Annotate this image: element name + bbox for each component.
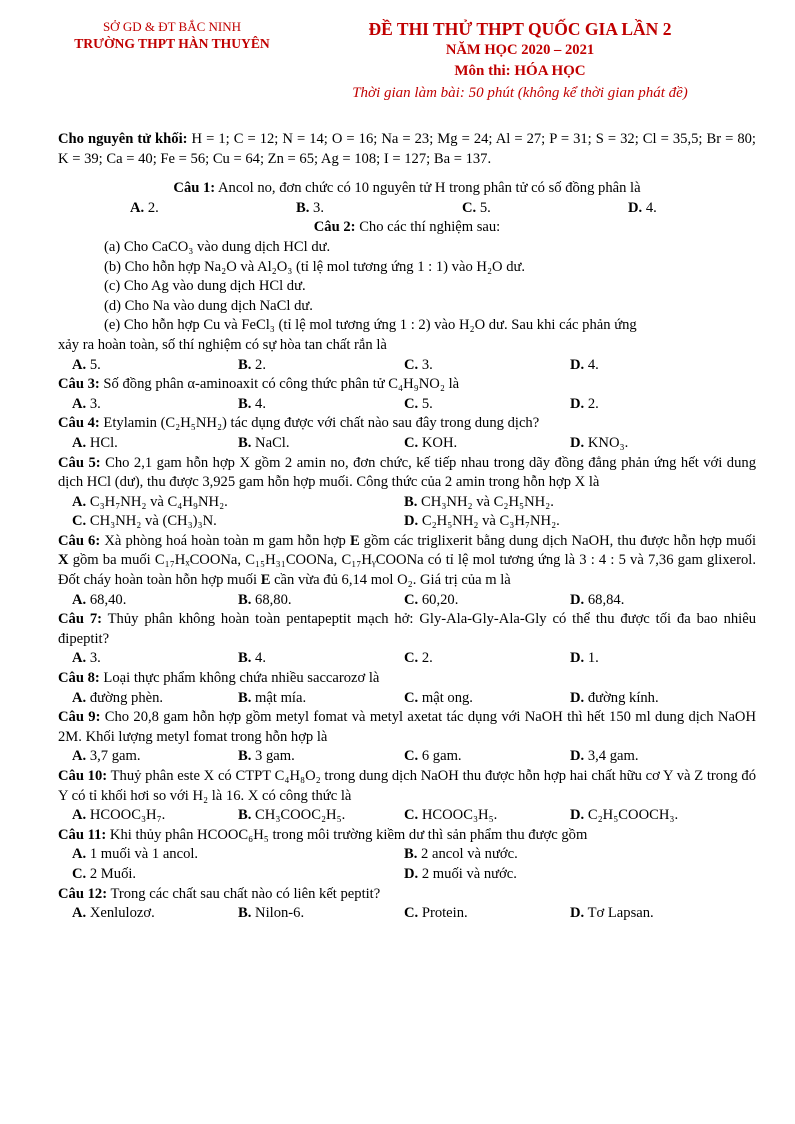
exam-content bbox=[58, 130, 756, 924]
option: C. 60,20. bbox=[404, 591, 459, 608]
option: B. 2. bbox=[238, 356, 266, 373]
option: B. CH₃NH₂ và C₂H₅NH₂. bbox=[404, 493, 554, 510]
option: B. 4. bbox=[238, 395, 266, 412]
experiment-e: (e) Cho hỗn hợp Cu và FeCl₃ (tỉ lệ mol tương ứng 1 : 2) vào H₂O dư. Sau khi các phản ứng bbox=[104, 317, 637, 334]
option: B. mật mía. bbox=[238, 689, 307, 706]
question-1-options bbox=[58, 199, 756, 219]
question-8-options bbox=[58, 689, 756, 709]
option: A. đường phèn. bbox=[72, 689, 164, 706]
option: B. Nilon-6. bbox=[238, 905, 305, 922]
option: C. 6 gam. bbox=[404, 748, 462, 765]
option: D. 1. bbox=[570, 650, 599, 667]
question-6: Câu 6: Xà phòng hoá hoàn toàn m gam hỗn hợp E gồm các triglixerit bằng dung dịch NaOH, thu được hỗn hợp muối X gồm ba muối C₁₇HₓCOONa, C₁₅H₃₁COONa, C₁₇HᵧCOONa có tỉ lệ mol tương ứng là 3 : 4 : 5 và 7,36 gam glixerol. Đốt cháy hoàn toàn hỗn hợp muối E cần vừa đủ 6,14 mol O₂. Giá trị của m là bbox=[58, 532, 757, 589]
experiment-e-cont: xảy ra hoàn toàn, số thí nghiệm có sự hòa tan chất rắn là bbox=[58, 336, 387, 353]
option: C. 5. bbox=[404, 395, 433, 412]
option: A. 3. bbox=[72, 395, 101, 412]
subject: Môn thi: HÓA HỌC bbox=[454, 63, 586, 79]
option: D. 68,84. bbox=[570, 591, 625, 608]
option: C. 2 Muối. bbox=[72, 865, 137, 882]
experiment-a: (a) Cho CaCO₃ vào dung dịch HCl dư. bbox=[104, 238, 331, 255]
option: A. 68,40. bbox=[72, 591, 127, 608]
option: C. 5. bbox=[462, 199, 491, 216]
option: A. 3. bbox=[72, 650, 101, 667]
question-7: Câu 7: Thủy phân không hoàn toàn pentapeptit mạch hở: Gly-Ala-Gly-Ala-Gly có thể thu được tối đa bao nhiêu đipeptit? bbox=[58, 611, 756, 647]
atomic-label: Cho nguyên tử khối: bbox=[58, 131, 188, 147]
question-3: Câu 3: Số đồng phân α-aminoaxit có công thức phân tử C₄H₉NO₂ là bbox=[58, 376, 460, 393]
question-4: Câu 4: Etylamin (C₂H₅NH₂) tác dụng được với chất nào sau đây trong dung dịch? bbox=[58, 415, 540, 432]
option: B. 2 ancol và nước. bbox=[404, 846, 518, 863]
header-left bbox=[52, 18, 292, 53]
question-8: Câu 8: Loại thực phẩm không chứa nhiều saccarozơ là bbox=[58, 670, 380, 687]
question-11: Câu 11: Khi thủy phân HCOOC₆H₅ trong môi trường kiềm dư thì sản phẩm thu được gồm bbox=[58, 826, 588, 843]
atomic-masses bbox=[58, 130, 756, 169]
question-9: Câu 9: Cho 20,8 gam hỗn hợp gồm metyl fomat và metyl axetat tác dụng với NaOH thì hết 150 ml dung dịch NaOH 2M. Khối lượng metyl fomat trong hỗn hợp là bbox=[58, 709, 756, 745]
question-9-options bbox=[58, 747, 756, 767]
option: D. KNO₃. bbox=[570, 434, 629, 451]
option: A. 3,7 gam. bbox=[72, 748, 141, 765]
option: B. CH₃COOC₂H₅. bbox=[238, 807, 346, 824]
option: A. C₃H₇NH₂ và C₄H₉NH₂. bbox=[72, 493, 228, 510]
option: D. 3,4 gam. bbox=[570, 748, 639, 765]
option: A. HCl. bbox=[72, 434, 118, 451]
option: A. 5. bbox=[72, 356, 101, 373]
header-right bbox=[300, 18, 740, 104]
question-10: Câu 10: Thuỷ phân este X có CTPT C₄H₈O₂ trong dung dịch NaOH thu được hỗn hợp hai chất hữu cơ Y và Z trong đó Y có tỉ khối hơi so với H₂ là 16. X có công thức là bbox=[58, 768, 757, 804]
question-4-options bbox=[58, 434, 756, 454]
option: B. 68,80. bbox=[238, 591, 292, 608]
question-5: Câu 5: Cho 2,1 gam hỗn hợp X gồm 2 amin no, đơn chức, kế tiếp nhau trong dãy đồng đẳng phản ứng hết với dung dịch HCl (dư), thu được 3,925 gam hỗn hợp muối. Công thức của 2 amin trong hỗn hợp X là bbox=[58, 454, 756, 491]
question-2: Câu 2: Cho các thí nghiệm sau: bbox=[313, 219, 501, 236]
option: D. 2 muối và nước. bbox=[404, 865, 517, 882]
question-1: Câu 1: Ancol no, đơn chức có 10 nguyên tử H trong phân tử có số đồng phân là bbox=[173, 180, 641, 197]
question-12-options bbox=[58, 904, 756, 924]
exam-title: ĐỀ THI THỬ THPT QUỐC GIA LẦN 2 bbox=[368, 19, 672, 39]
question-11-options bbox=[58, 845, 756, 884]
option: D. đường kính. bbox=[570, 689, 659, 706]
school-year: NĂM HỌC 2020 – 2021 bbox=[445, 42, 595, 58]
option: C. 3. bbox=[404, 356, 433, 373]
option: D. C₂H₅NH₂ và C₃H₇NH₂. bbox=[404, 513, 560, 530]
option: C. mật ong. bbox=[404, 689, 473, 706]
option: B. 4. bbox=[238, 650, 266, 667]
experiment-d: (d) Cho Na vào dung dịch NaCl dư. bbox=[104, 297, 313, 314]
option: A. 2. bbox=[130, 199, 159, 216]
department-name: SỞ GD & ĐT BẮC NINH bbox=[102, 19, 242, 34]
question-2-options bbox=[58, 356, 756, 376]
option: B. 3 gam. bbox=[238, 748, 295, 765]
option: C. KOH. bbox=[404, 434, 458, 451]
option: C. Protein. bbox=[404, 905, 468, 922]
option: B. NaCl. bbox=[238, 434, 290, 451]
experiment-b: (b) Cho hỗn hợp Na₂O và Al₂O₃ (tỉ lệ mol tương ứng 1 : 1) vào H₂O dư. bbox=[104, 258, 526, 275]
option: A. Xenlulozơ. bbox=[72, 905, 155, 922]
atomic-values: H = 1; C = 12; N = 14; O = 16; Na = 23; Mg = 24; Al = 27; P = 31; S = 32; Cl = 35,5; Br = 80; K = 39; Ca = 40; Fe = 56; Cu = 64; Zn = 65; Ag = 108; I = 127; Ba = 137. bbox=[58, 131, 756, 167]
question-5-options bbox=[58, 493, 756, 532]
option: B. 3. bbox=[296, 199, 324, 216]
option: D. C₂H₅COOCH₃. bbox=[570, 807, 679, 824]
question-10-options bbox=[58, 806, 756, 826]
option: A. HCOOC₃H₇. bbox=[72, 807, 166, 824]
option: D. 2. bbox=[570, 395, 599, 412]
option: D. 4. bbox=[570, 356, 599, 373]
option: C. 2. bbox=[404, 650, 433, 667]
option: A. 1 muối và 1 ancol. bbox=[72, 846, 199, 863]
option: D. Tơ Lapsan. bbox=[570, 905, 654, 922]
school-name: TRƯỜNG THPT HÀN THUYÊN bbox=[74, 36, 270, 51]
question-3-options bbox=[58, 395, 756, 415]
experiment-c: (c) Cho Ag vào dung dịch HCl dư. bbox=[104, 278, 306, 295]
option: C. CH₃NH₂ và (CH₃)₃N. bbox=[72, 513, 217, 530]
option: D. 4. bbox=[628, 199, 657, 216]
duration: Thời gian làm bài: 50 phút (không kể thời gian phát đề) bbox=[352, 85, 688, 101]
question-12: Câu 12: Trong các chất sau chất nào có liên kết peptit? bbox=[58, 885, 381, 902]
question-6-options bbox=[58, 591, 756, 611]
option: C. HCOOC₃H₅. bbox=[404, 807, 498, 824]
question-7-options bbox=[58, 649, 756, 669]
